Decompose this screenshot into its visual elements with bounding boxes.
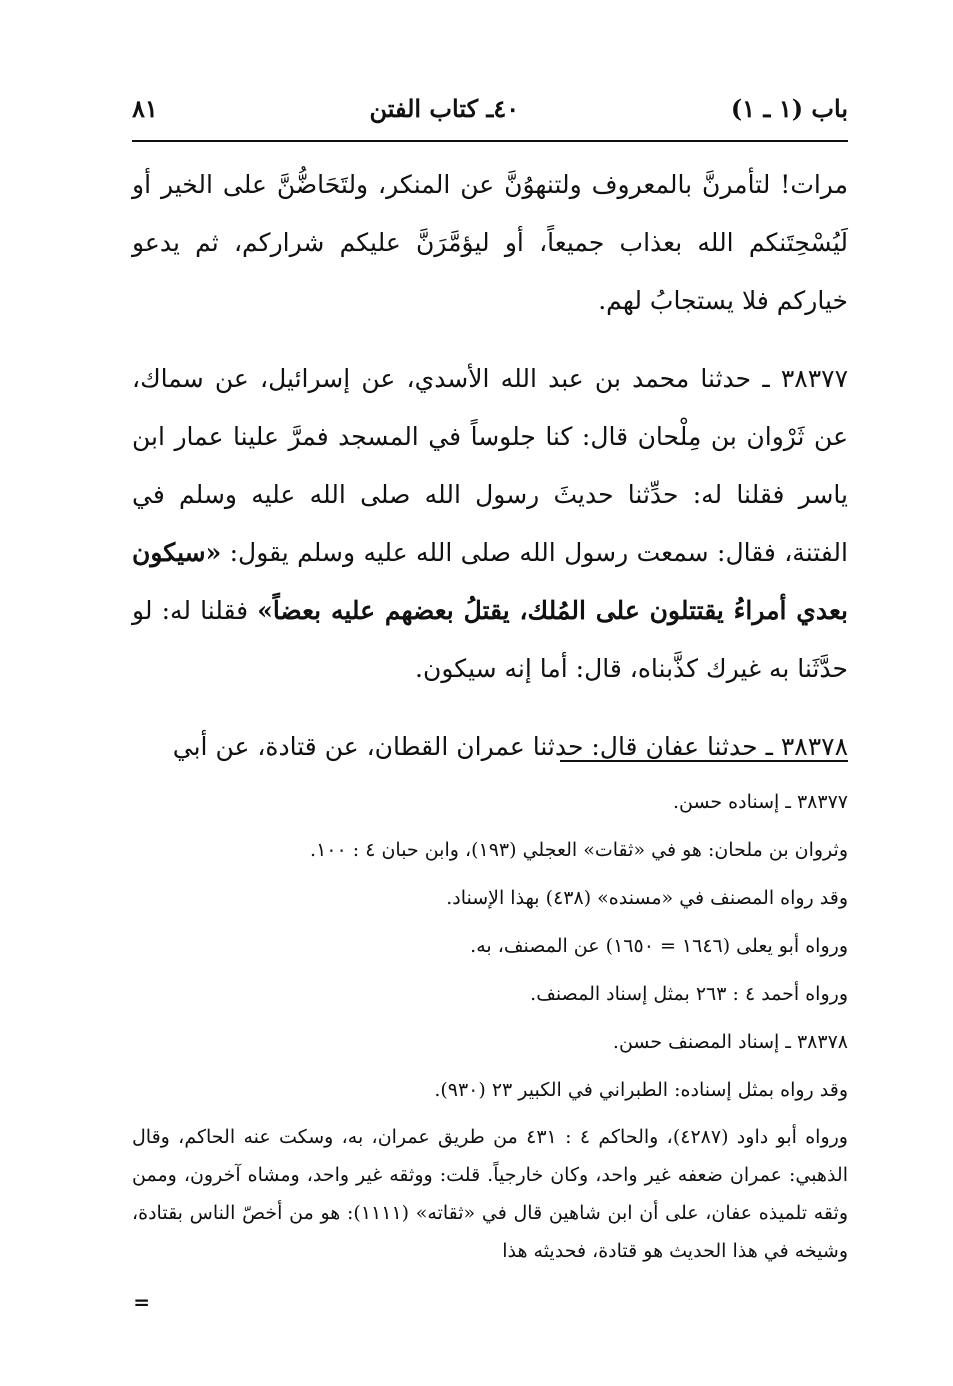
footnote-rule xyxy=(560,760,848,762)
footnote-line: وقد رواه بمثل إسناده: الطبراني في الكبير ٢٣ (٩٣٠). xyxy=(434,1079,848,1101)
footnote-line: وثروان بن ملحان: هو في «ثقات» العجلي (١٩٣)، وابن حبان ٤ : ١٠٠. xyxy=(310,839,848,861)
book-title: ٤٠ـ كتاب الفتن xyxy=(369,93,520,123)
running-header xyxy=(132,86,848,130)
footnotes xyxy=(132,778,848,1270)
footnote-38377: ٣٨٣٧٧ ـ إسناده حسن. xyxy=(672,791,848,813)
chapter-label: باب (١ ـ ١) xyxy=(730,93,848,123)
main-text xyxy=(132,156,848,776)
hadith-38377 xyxy=(132,350,848,698)
continuation-mark: = xyxy=(133,1290,150,1314)
hadith-38377-text-b: فقلنا له: لو حدَّثَنا به غيرك كذَّبناه، قال: أما إنه سيكون. xyxy=(132,596,848,683)
footnote-line: ورواه أحمد ٤ : ٢٦٣ بمثل إسناد المصنف. xyxy=(530,983,848,1005)
hadith-38378: ٣٨٣٧٨ ـ حدثنا عفان قال: حدثنا عمران القطان، عن قتادة، عن أبي xyxy=(172,732,848,761)
footnote-38378: ٣٨٣٧٨ ـ إسناد المصنف حسن. xyxy=(612,1031,848,1053)
hadith-38377-quote: «سيكون بعدي أمراءُ يقتتلون على المُلك، يقتلُ بعضهم عليه بعضاً» xyxy=(132,538,848,625)
footnote-line: وقد رواه المصنف في «مسنده» (٤٣٨) بهذا الإسناد. xyxy=(446,887,848,909)
footnote-line: ورواه أبو يعلى (١٦٤٦ = ١٦٥٠) عن المصنف، به. xyxy=(470,935,848,957)
header-rule xyxy=(132,140,848,142)
paragraph-continuation: مرات! لتأمرنَّ بالمعروف ولتنهوُنَّ عن المنكر، ولتَحَاضُّنَّ على الخير أو لَيُسْحِتَنكم الله بعذاب جميعاً، أو ليؤمَّرَنَّ عليكم شراركم، ثم يدعو خياركم فلا يستجابُ لهم. xyxy=(132,170,848,315)
footnote-line: ورواه أبو داود (٤٢٨٧)، والحاكم ٤ : ٤٣١ من طريق عمران، به، وسكت عنه الحاكم، وقال الذهبي: عمران ضعفه غير واحد، وكان خارجياً. قلت: ووثقه غير واحد، ومشاه آخرون، وممن وثقه تلميذه عفان، على أن ابن شاهين قال في «ثقاته» (١١١١): هو من أخصّ الناس بقتادة، وشيخه في هذا الحديث هو قتادة، فحديثه هذا xyxy=(132,1126,848,1262)
hadith-38377-text-a: ٣٨٣٧٧ ـ حدثنا محمد بن عبد الله الأسدي، عن إسرائيل، عن سماك، عن ثَرْوان بن مِلْحان قال: كنا جلوساً في المسجد فمرَّ علينا عمار ابن ياسر فقلنا له: حدِّثنا حديثَ رسول الله صلى الله عليه وسلم في الفتنة، فقال: سمعت رسول الله صلى الله عليه وسلم يقول: xyxy=(132,364,848,567)
page-number: ٨١ xyxy=(132,93,158,123)
